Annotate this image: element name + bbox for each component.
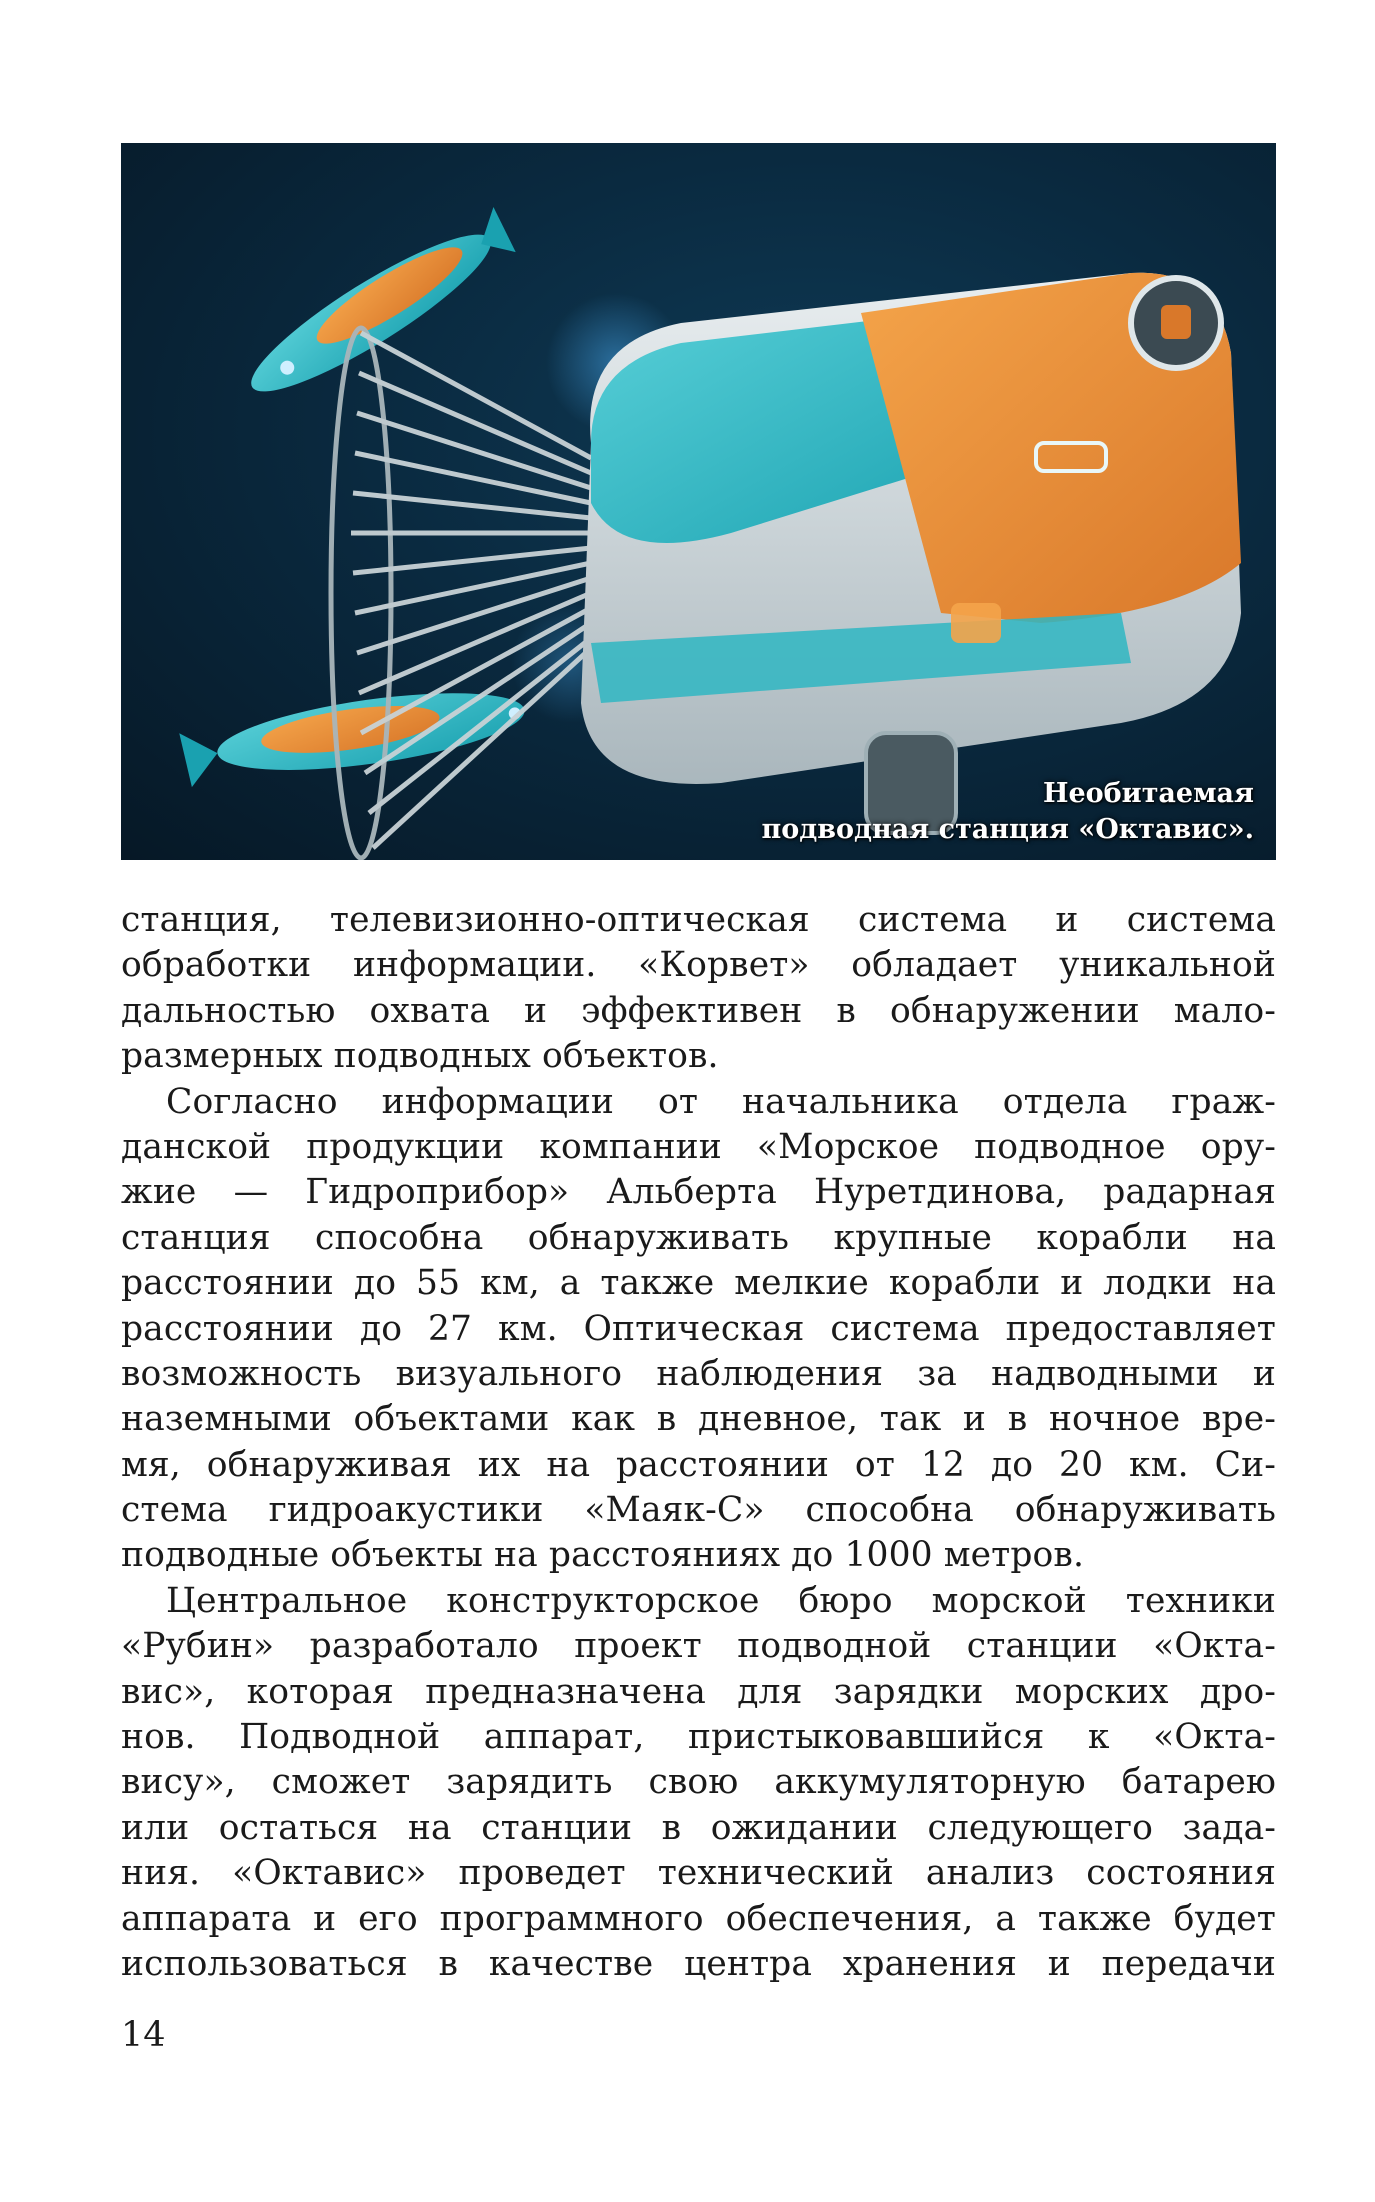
text-line: обработки информации. «Корвет» обладает уникальной [121, 945, 1276, 986]
text-line: расстоянии до 27 км. Оптическая система предоставляет [121, 1308, 1276, 1349]
text-line: мя, обнаруживая их на расстоянии от 12 до 20 км. Си- [121, 1444, 1276, 1485]
paragraph-3 [121, 1579, 1276, 1988]
station-artwork [121, 143, 1276, 860]
paragraph-2 [121, 1080, 1276, 1579]
text-line: стема гидроакустики «Маяк-С» способна обнаруживать [121, 1490, 1276, 1531]
text-line: возможность визуального наблюдения за надводными и [121, 1353, 1276, 1394]
text-line: Центральное конструкторское бюро морской техники [166, 1580, 1276, 1621]
text-line: дальностью охвата и эффективен в обнаружении мало- [121, 990, 1276, 1031]
text-line: или остаться на станции в ожидании следующего зада- [121, 1807, 1276, 1848]
text-line: размерных подводных объектов. [121, 1036, 719, 1077]
text-line: Согласно информации от начальника отдела граж- [166, 1081, 1276, 1122]
text-line: ния. «Октавис» проведет технический анализ состояния [121, 1853, 1276, 1894]
text-line: жие — Гидроприбор» Альберта Нуретдинова, радарная [121, 1172, 1276, 1213]
caption-line-1: Необитаемая [1042, 778, 1254, 809]
caption-line-2: подводная станция «Октавис». [761, 814, 1254, 845]
text-line: нов. Подводной аппарат, пристыковавшийся к «Окта- [121, 1717, 1276, 1758]
text-line: станция способна обнаруживать крупные корабли на [121, 1217, 1276, 1258]
text-line: станция, телевизионно-оптическая система и система [121, 900, 1276, 940]
text-line: расстоянии до 55 км, а также мелкие корабли и лодки на [121, 1263, 1276, 1304]
page-number: 14 [121, 2015, 166, 2055]
figure-caption [762, 776, 1255, 848]
text-line: подводные объекты на расстояниях до 1000 метров. [121, 1535, 1085, 1576]
text-line: данской продукции компании «Морское подводное ору- [121, 1126, 1276, 1167]
text-line: использоваться в качестве центра хранения и передачи [121, 1943, 1276, 1984]
body-text [121, 898, 1276, 1987]
text-line: аппарата и его программного обеспечения, а также будет [121, 1898, 1276, 1939]
text-line: «Рубин» разработало проект подводной станции «Окта- [121, 1626, 1276, 1667]
text-line: вис», которая предназначена для зарядки морских дро- [121, 1671, 1276, 1712]
octavis-illustration [121, 143, 1276, 860]
text-line: вису», сможет зарядить свою аккумуляторную батарею [121, 1762, 1276, 1803]
text-line: наземными объектами как в дневное, так и в ночное вре- [121, 1399, 1276, 1440]
paragraph-1 [121, 898, 1276, 1080]
